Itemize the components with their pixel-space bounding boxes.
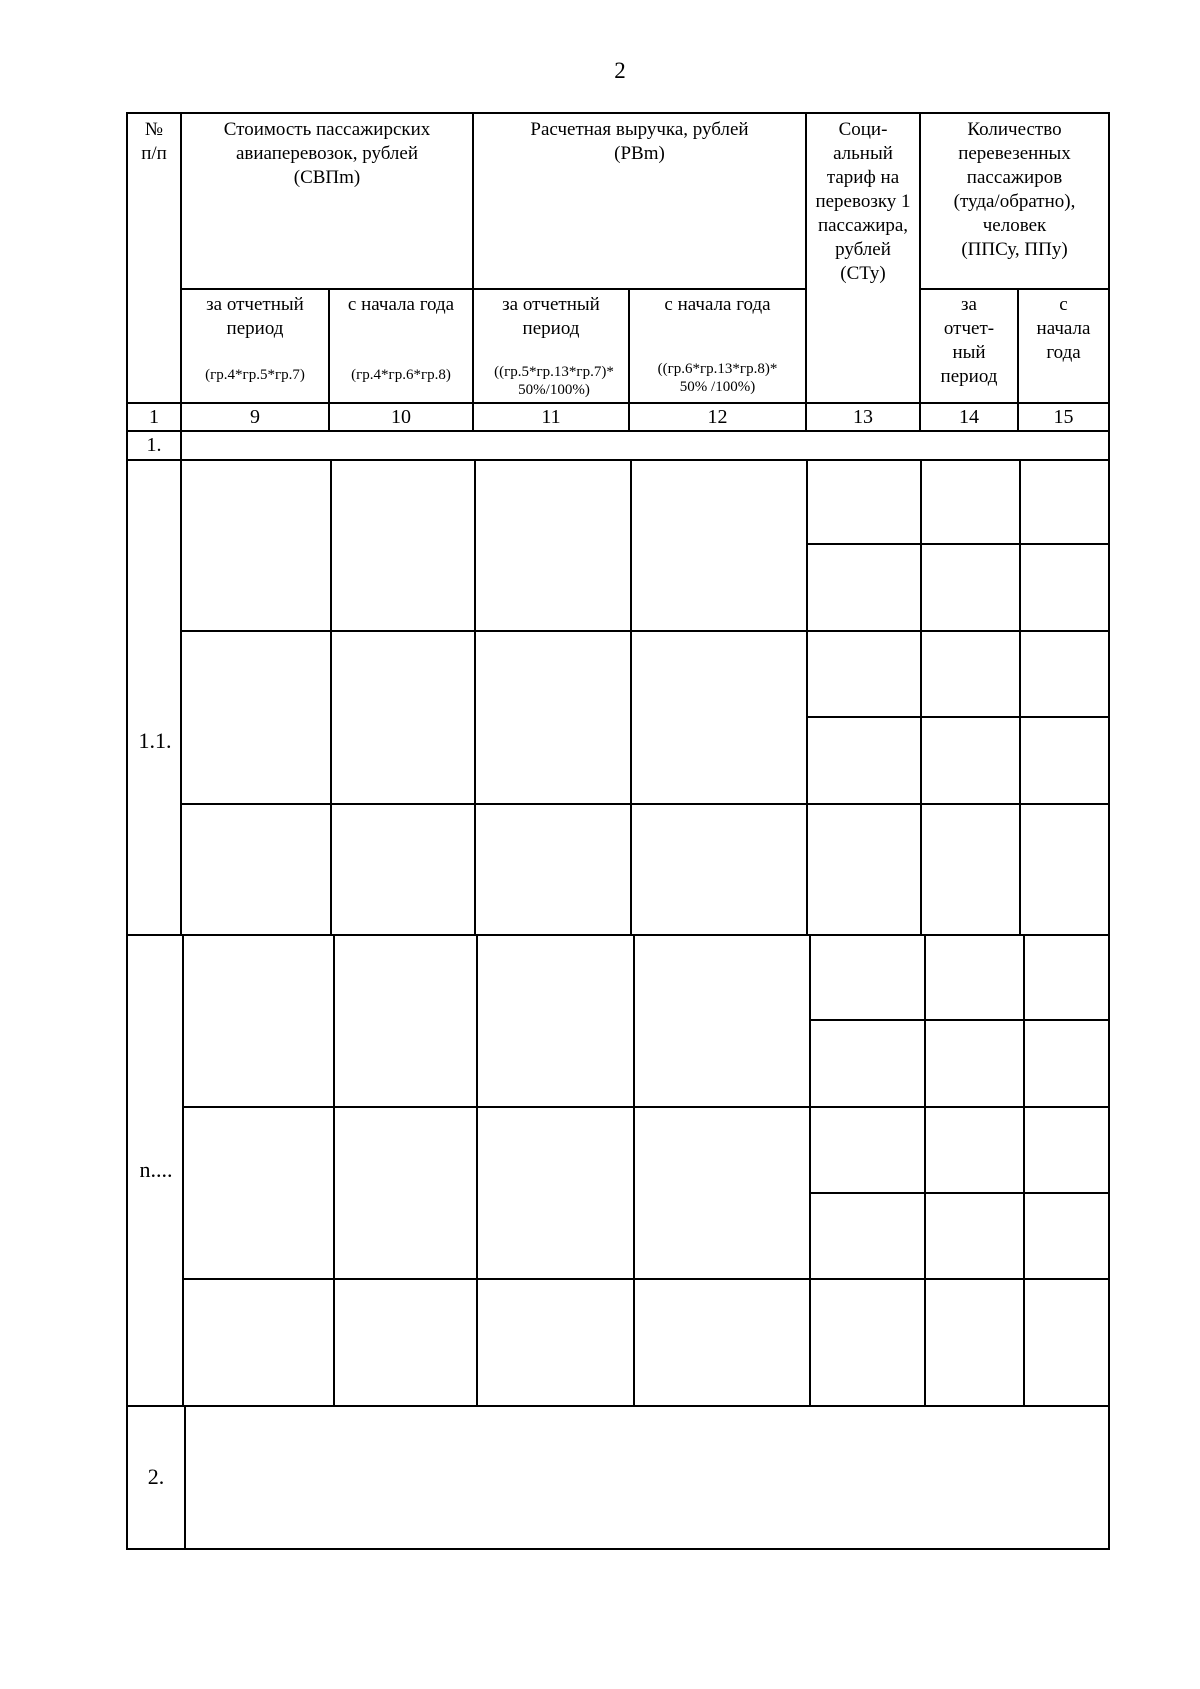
label-divider-1-1 [180, 459, 182, 936]
row-label-2: 2. [147, 1464, 165, 1489]
header-rv-ytd-formula: ((гр.6*гр.13*гр.8)* 50% /100%) [657, 361, 778, 395]
column-number: 14 [959, 406, 979, 428]
grid-line [806, 543, 1108, 545]
header-rv-period-formula: ((гр.5*гр.13*гр.7)* 50%/100%) [494, 364, 614, 398]
header-svp-period: за отчетный период [206, 294, 304, 339]
header-svp-ytd-formula: (гр.4*гр.6*гр.8) [351, 367, 451, 383]
table-bottom-border [126, 1548, 1110, 1550]
header-rv-period: за отчетный период [502, 294, 600, 339]
header-col-num: № п/п [141, 119, 167, 164]
colnum-row-bottom [126, 430, 1110, 432]
column-number: 9 [250, 406, 260, 428]
header-rv-ytd: с начала года [664, 294, 771, 315]
header-group-qty: Количество перевезенных пассажиров (туда/обратно), человек (ППСу, ППу) [953, 119, 1076, 260]
grid-line [474, 459, 476, 936]
row-label-n: n.... [139, 1157, 173, 1182]
grid-line [924, 935, 926, 1406]
colnum-row-top [126, 402, 1110, 404]
section-divider [126, 934, 1110, 936]
column-number: 11 [541, 406, 561, 428]
table-right-border [1108, 112, 1110, 1550]
grid-line [180, 630, 1108, 632]
grid-line [630, 459, 632, 936]
column-number: 1 [149, 406, 159, 428]
subheader-divider-qty [921, 288, 1110, 290]
table-top-border [126, 112, 1110, 114]
grid-line [1019, 459, 1021, 936]
header-svp-period-formula: (гр.4*гр.5*гр.7) [205, 367, 305, 383]
row1-bottom [126, 459, 1110, 461]
grid-line [330, 459, 332, 936]
table-left-border [126, 112, 128, 1550]
column-number: 12 [707, 406, 728, 428]
grid-line [182, 1278, 1108, 1280]
column-number: 15 [1053, 406, 1074, 428]
grid-line [1023, 935, 1025, 1406]
row-label-1: 1. [146, 434, 162, 456]
grid-line [182, 1106, 1108, 1108]
column-number: 10 [391, 406, 411, 428]
page-number: 2 [614, 58, 626, 83]
header-qty-period: за отчет- ный период [940, 294, 998, 387]
header-group-rv: Расчетная выручка, рублей (РВm) [530, 119, 749, 164]
grid-line [333, 935, 335, 1406]
grid-line [476, 935, 478, 1406]
grid-line [920, 459, 922, 936]
header-group-svp: Стоимость пассажирских авиаперевозок, рублей (СВПm) [223, 119, 431, 188]
column-number: 13 [853, 406, 873, 428]
grid-line [809, 1192, 1108, 1194]
header-qty-ytd: с начала года [1036, 294, 1091, 363]
subheader-divider-svp-rv [180, 288, 807, 290]
grid-line [633, 935, 635, 1406]
grid-line [180, 803, 1108, 805]
row-label-1-1: 1.1. [138, 728, 172, 753]
header-col-tariff: Соци- альный тариф на перевозку 1 пассажира, рублей (СТу) [815, 119, 911, 284]
header-svp-ytd: с начала года [347, 294, 455, 315]
grid-line [809, 935, 811, 1406]
grid-line [806, 716, 1108, 718]
grid-line [806, 459, 808, 936]
section-divider [126, 1405, 1110, 1407]
label-divider-2 [184, 1405, 186, 1549]
grid-line [809, 1019, 1108, 1021]
